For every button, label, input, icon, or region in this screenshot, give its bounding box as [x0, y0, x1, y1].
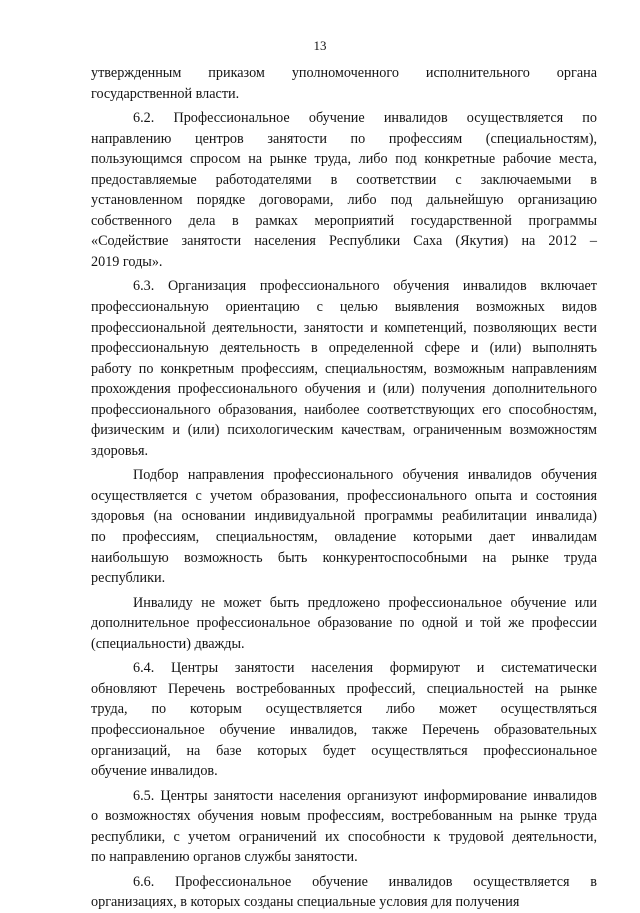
paragraph-line: республики, с учетом ограничений их способности к трудовой деятельности, [91, 828, 597, 845]
paragraph-line: дополнительное профессиональное образование по одной и той же профессии [91, 615, 597, 632]
paragraph-line: установленном порядке договорами, либо под дальнейшую организацию [91, 192, 597, 209]
paragraph-line: профессиональную деятельность в определенной сфере и (или) выполнять [91, 340, 597, 357]
paragraph-line: физическим и (или) психологическим качествам, ограниченным возможностям [91, 422, 597, 439]
paragraph-line: труда, по которым осуществляется либо может осуществляться [91, 701, 597, 718]
paragraph-line: (специальности) дважды. [91, 635, 245, 652]
paragraph-line: 6.2. Профессиональное обучение инвалидов осуществляется по [133, 110, 597, 127]
paragraph-line: работу по конкретным профессиям, специальностям, возможным направлениям [91, 360, 597, 377]
paragraph-line: здоровья (на основании индивидуальной программы реабилитации инвалида) [91, 508, 597, 525]
paragraph-line: профессионального образования, наиболее соответствующих его способностям, [91, 401, 597, 418]
paragraph-line: профессиональную ориентацию с целью выявления возможных видов [91, 299, 597, 316]
paragraph-line: собственного дела в рамках мероприятий государственной программы [91, 212, 597, 229]
paragraph-line: пользующимся спросом на рынке труда, либо под конкретные рабочие места, [91, 151, 597, 168]
paragraph-line: государственной власти. [91, 85, 240, 102]
paragraph-line: 2019 годы». [91, 253, 163, 270]
paragraph-line: профессиональное обучение инвалидов, также Перечень образовательных [91, 721, 597, 738]
paragraph-line: 6.3. Организация профессионального обучения инвалидов включает [133, 278, 597, 295]
paragraph-line: утвержденным приказом уполномоченного исполнительного органа [91, 65, 597, 81]
paragraph-line: профессиональной деятельности, занятости и компетенций, позволяющих вести [91, 319, 597, 336]
paragraph-line: республики. [91, 570, 166, 587]
paragraph-line: 6.5. Центры занятости населения организуют информирование инвалидов [133, 787, 597, 804]
paragraph-line: прохождения профессионального обучения и (или) получения дополнительного [91, 381, 597, 398]
paragraph-line: по направлению органов службы занятости. [91, 849, 358, 866]
paragraph-line: здоровья. [91, 442, 149, 459]
page-number: 13 [313, 38, 327, 53]
paragraph-line: о возможностях обучения новым профессиям, востребованным на рынке труда [91, 808, 597, 825]
paragraph-line: направлению центров занятости по профессиям (специальностям), [91, 130, 597, 147]
paragraph-line: «Содействие занятости населения Республики Саха (Якутия) на 2012 – [91, 233, 597, 250]
paragraph-line: Подбор направления профессионального обучения инвалидов обучения [133, 467, 597, 484]
paragraph-line: Инвалиду не может быть предложено профессиональное обучение или [133, 594, 597, 611]
paragraph-line: организаций, на базе которых будет осуществляться профессиональное [91, 742, 597, 759]
paragraph-line: обновляют Перечень востребованных профессий, специальностей на рынке [91, 680, 597, 697]
document-body [91, 63, 597, 913]
paragraph-line: предоставляемые работодателями в соответствии с заключаемыми в [91, 171, 597, 188]
paragraph-line: осуществляется с учетом образования, профессионального опыта и состояния [91, 487, 597, 504]
paragraph-line: по профессиям, специальностям, овладение которыми дает инвалидам [91, 529, 597, 546]
paragraph-line: организациях, в которых созданы специальные условия для получения [91, 894, 520, 911]
paragraph-line: обучение инвалидов. [91, 763, 218, 780]
paragraph-line: наибольшую возможность быть конкурентоспособными на рынке труда [91, 549, 597, 566]
paragraph-line: 6.6. Профессиональное обучение инвалидов осуществляется в [133, 873, 597, 890]
paragraph-line: 6.4. Центры занятости населения формируют и систематически [133, 660, 597, 677]
